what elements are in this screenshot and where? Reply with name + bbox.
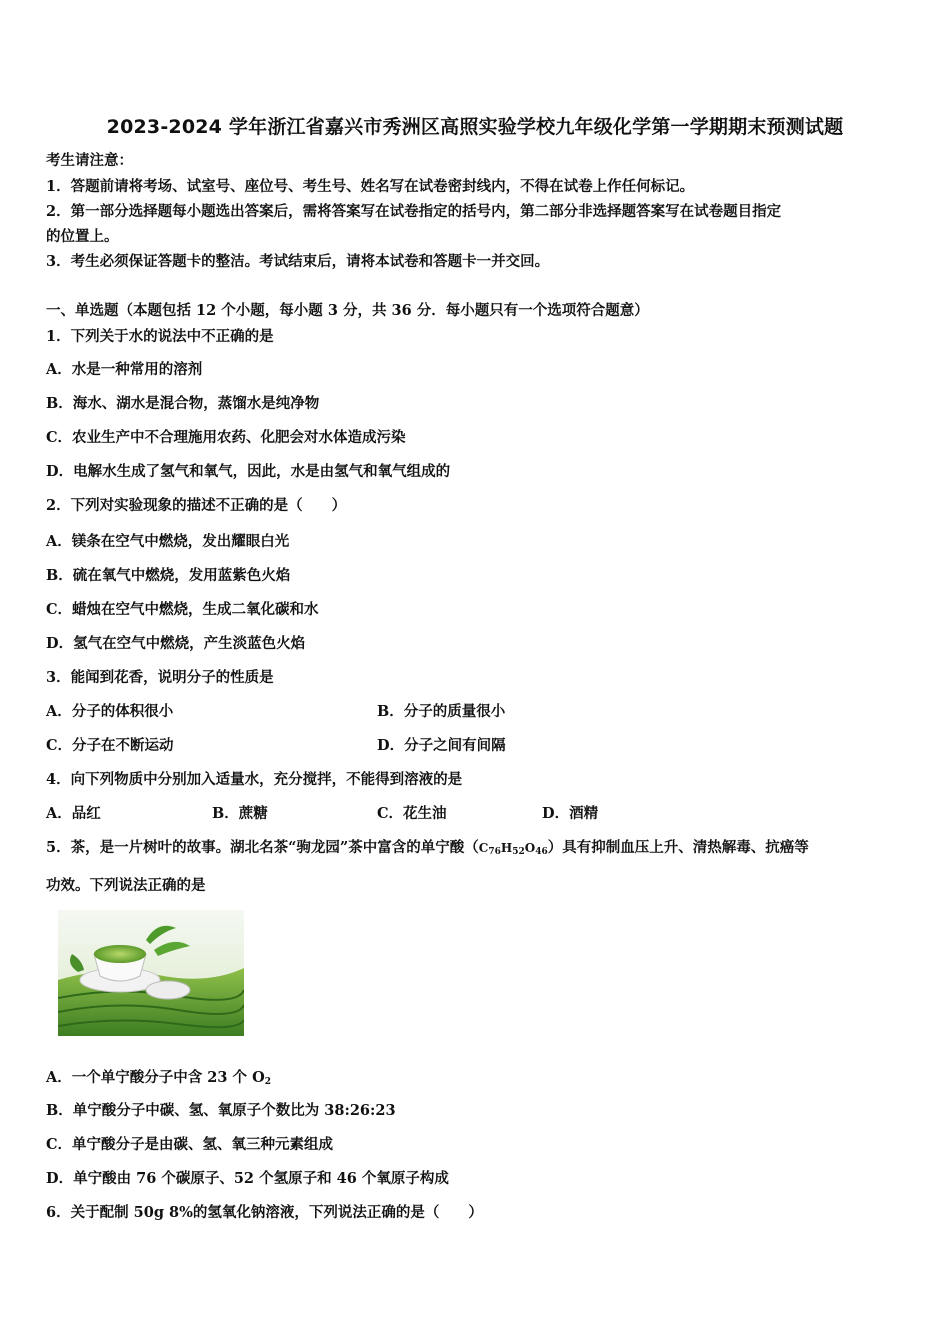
notice-item-2-cont: 的位置上。 xyxy=(46,228,119,245)
notice-item-3: 3．考生必须保证答题卡的整洁。考试结束后，请将本试卷和答题卡一并交回。 xyxy=(46,253,550,270)
q5-stem-cont: 功效。下列说法正确的是 xyxy=(46,877,206,894)
q5-option-b: B．单宁酸分子中碳、氢、氧原子个数比为 38:26:23 xyxy=(46,1102,396,1119)
page-title: 2023-2024 学年浙江省嘉兴市秀洲区高照实验学校九年级化学第一学期期末预测试题 xyxy=(106,116,844,138)
q6-stem: 6．关于配制 50g 8%的氢氧化钠溶液，下列说法正确的是（ ） xyxy=(46,1204,483,1221)
tea-illustration xyxy=(58,910,244,1036)
q1-option-a: A．水是一种常用的溶剂 xyxy=(46,361,203,378)
notice-item-2: 2．第一部分选择题每小题选出答案后，需将答案写在试卷指定的括号内，第二部分非选择题答案写在试卷题目指定 xyxy=(46,203,782,220)
q2-option-d: D．氢气在空气中燃烧，产生淡蓝色火焰 xyxy=(46,635,306,652)
section-heading: 一、单选题（本题包括 12 个小题，每小题 3 分，共 36 分．每小题只有一个选项符合题意） xyxy=(46,302,649,319)
q5-option-a: A．一个单宁酸分子中含 23 个 $O_2$ xyxy=(46,1069,271,1087)
q3-option-d: D．分子之间有间隔 xyxy=(377,737,506,754)
q5-stem-part-1: 5．茶，是一片树叶的故事。湖北名茶“驹龙园”茶中富含的单宁酸（ xyxy=(46,839,479,856)
q3-option-c: C．分子在不断运动 xyxy=(46,737,174,754)
q3-option-a: A．分子的体积很小 xyxy=(46,703,174,720)
notice-heading: 考生请注意： xyxy=(46,152,133,169)
q4-option-b: B．蔗糖 xyxy=(212,805,268,822)
q4-option-a: A．品红 xyxy=(46,805,101,822)
q5-option-c: C．单宁酸分子是由碳、氢、氧三种元素组成 xyxy=(46,1136,334,1153)
q1-option-b: B．海水、湖水是混合物，蒸馏水是纯净物 xyxy=(46,395,320,412)
q1-stem: 1．下列关于水的说法中不正确的是 xyxy=(46,328,274,345)
q3-stem: 3．能闻到花香，说明分子的性质是 xyxy=(46,669,274,686)
q1-option-c: C．农业生产中不合理施用农药、化肥会对水体造成污染 xyxy=(46,429,406,446)
q1-option-d: D．电解水生成了氢气和氧气，因此，水是由氢气和氧气组成的 xyxy=(46,463,451,480)
q5-stem-part-2: ）具有抑制血压上升、清热解毒、抗癌等 xyxy=(547,839,809,856)
q2-option-a: A．镁条在空气中燃烧，发出耀眼白光 xyxy=(46,533,290,550)
q4-stem: 4．向下列物质中分别加入适量水，充分搅拌，不能得到溶液的是 xyxy=(46,771,463,788)
q2-option-b: B．硫在氧气中燃烧，发用蓝紫色火焰 xyxy=(46,567,291,584)
q3-option-b: B．分子的质量很小 xyxy=(377,703,506,720)
q2-stem: 2．下列对实验现象的描述不正确的是（ ） xyxy=(46,497,347,514)
notice-item-1: 1．答题前请将考场、试室号、座位号、考生号、姓名写在试卷密封线内，不得在试卷上作任何标记。 xyxy=(46,178,695,195)
chemical-formula: $C_{76}H_{52}O_{46}$ xyxy=(478,841,548,857)
q4-option-d: D．酒精 xyxy=(542,805,599,822)
q4-option-c: C．花生油 xyxy=(377,805,447,822)
q2-option-c: C．蜡烛在空气中燃烧，生成二氧化碳和水 xyxy=(46,601,319,618)
q5-stem xyxy=(46,838,809,862)
q5-option-d: D．单宁酸由 76 个碳原子、52 个氢原子和 46 个氧原子构成 xyxy=(46,1170,449,1187)
